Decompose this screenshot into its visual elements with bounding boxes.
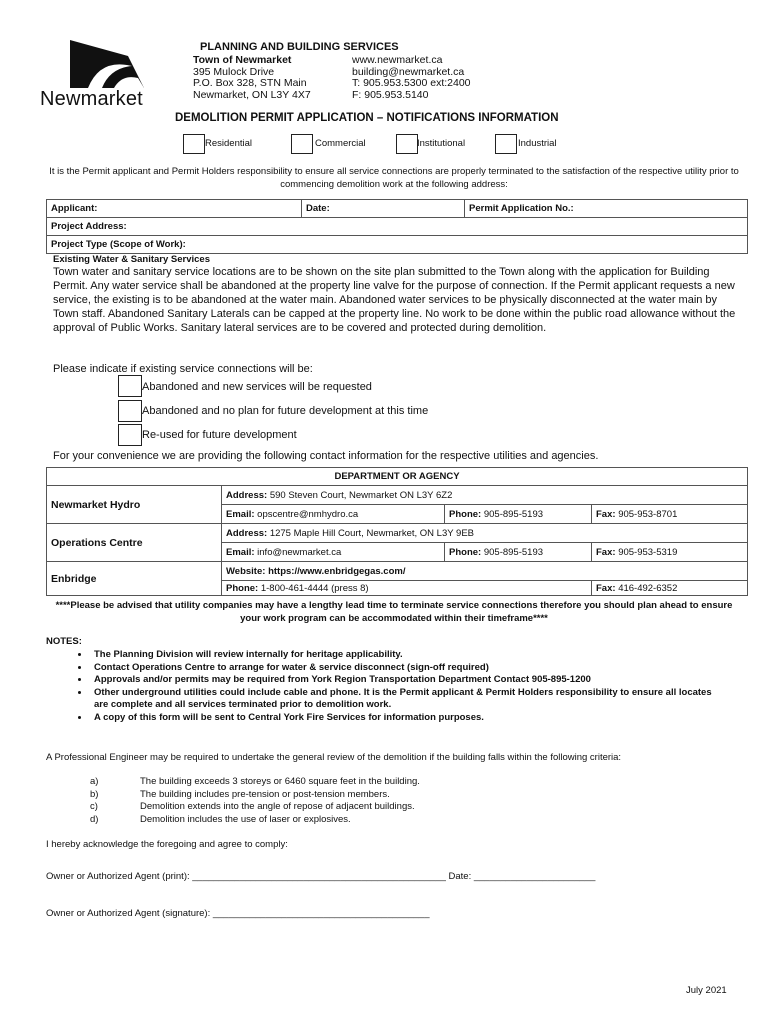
industrial-checkbox[interactable] [495, 134, 517, 154]
form-title: DEMOLITION PERMIT APPLICATION – NOTIFICATIONS INFORMATION [175, 112, 559, 124]
contact-block [352, 55, 471, 101]
newmarket-logo [40, 38, 164, 110]
signature-line[interactable]: Owner or Authorized Agent (signature): _________________________________________ [46, 908, 430, 919]
note-item: • Other underground utilities could include cable and phone. It is the Permit applicant & Permit Holders responsibility to ensure all locates are complete and all services terminated prior to demolition work. [90, 687, 726, 712]
reuse-checkbox[interactable] [118, 424, 142, 446]
enbridge-phone: Phone: 1-800-461-4444 (press 8) [222, 581, 592, 596]
enbridge-website: Website: https://www.enbridgegas.com/ [222, 562, 748, 581]
acknowledge-text: I hereby acknowledge the foregoing and agree to comply: [46, 839, 288, 850]
building-type-row [183, 134, 603, 154]
advisory-text: ****Please be advised that utility companies may have a lengthy lead time to terminate service connections therefore you should plan ahead to ensure your work program can be accommodated within their timeframe**** [55, 600, 733, 624]
abandon-new-label: Abandoned and new services will be requested [142, 381, 372, 393]
water-body: Town water and sanitary service locations are to be shown on the site plan submitted to the Town along with the application for Building Permit. Any water service shall be abandoned at the property line valve for the purpose of connection. If the Permit applicant requests a new service, the existing is to be abandoned at the water main. Abandoned water services to be physically disconnected at the water main by Town staff. Abandoned Sanitary Laterals can be capped at the property line. No work to be done within the public road allowance without the approval of Public Works. Sanitary lateral services are to be covered and protected during demolition. [53, 266, 736, 334]
address-street: 395 Mulock Drive [193, 65, 275, 78]
criteria-item: c) Demolition extends into the angle of repose of adjacent buildings. [90, 801, 415, 812]
footer-date: July 2021 [686, 985, 727, 996]
applicant-table [46, 199, 748, 254]
ops-phone: Phone: 905-895-5193 [445, 543, 592, 562]
contact-fax: F: 905.953.5140 [352, 88, 429, 101]
indicate-prompt: Please indicate if existing service connections will be: [53, 363, 313, 375]
enbridge-fax: Fax: 416-492-6352 [592, 581, 748, 596]
reuse-label: Re-used for future development [142, 429, 297, 441]
ops-name: Operations Centre [47, 524, 222, 562]
engineer-intro: A Professional Engineer may be required to undertake the general review of the demolition if the building falls within the following criteria: [46, 752, 622, 763]
hydro-address: Address: 590 Steven Court, Newmarket ON L3Y 6Z2 [222, 486, 748, 505]
abandon-none-label: Abandoned and no plan for future development at this time [142, 405, 429, 417]
agency-table-header: DEPARTMENT OR AGENCY [47, 468, 748, 486]
notes-label: NOTES: [46, 636, 82, 647]
hydro-name: Newmarket Hydro [47, 486, 222, 524]
criteria-item: d) Demolition includes the use of laser or explosives. [90, 813, 351, 825]
hydro-fax: Fax: 905-953-8701 [592, 505, 748, 524]
logo-mark-icon [40, 38, 164, 88]
intro-text: It is the Permit applicant and Permit Holders responsibility to ensure all service connections are properly terminated to the satisfaction of the respective utility prior to commencing demolition work at the following address: [49, 166, 739, 190]
hydro-email: Email: opscentre@nmhydro.ca [222, 505, 445, 524]
criteria-item: b) The building includes pre-tension or post-tension members. [90, 788, 390, 800]
contact-phone: T: 905.953.5300 ext:2400 [352, 77, 471, 89]
criteria-list [0, 776, 740, 826]
department-title: PLANNING AND BUILDING SERVICES [200, 41, 399, 53]
institutional-label: Institutional [417, 138, 466, 149]
residential-checkbox[interactable] [183, 134, 205, 154]
hydro-phone: Phone: 905-895-5193 [445, 505, 592, 524]
commercial-checkbox[interactable] [291, 134, 313, 154]
commercial-label: Commercial [315, 138, 366, 149]
applicant-field[interactable]: Applicant: [47, 200, 302, 218]
criteria-item: a) The building exceeds 3 storeys or 6460 square feet in the building. [90, 776, 420, 787]
residential-label: Residential [205, 138, 252, 149]
ops-fax: Fax: 905-953-5319 [592, 543, 748, 562]
address-pobox: P.O. Box 328, STN Main [193, 77, 307, 89]
ops-address: Address: 1275 Maple Hill Court, Newmarket, ON L3Y 9EB [222, 524, 748, 543]
address-town: Town of Newmarket [193, 54, 292, 66]
agency-table [46, 467, 748, 596]
permit-number-field[interactable]: Permit Application No.: [465, 200, 748, 218]
industrial-label: Industrial [518, 138, 557, 149]
abandon-none-checkbox[interactable] [118, 400, 142, 422]
contact-email: building@newmarket.ca [352, 65, 465, 78]
ops-email: Email: info@newmarket.ca [222, 543, 445, 562]
convenience-text: For your convenience we are providing the following contact information for the respective utilities and agencies. [53, 450, 599, 462]
project-address-field[interactable]: Project Address: [47, 218, 748, 236]
logo-wordmark: Newmarket [40, 88, 143, 110]
date-field[interactable]: Date: [302, 200, 465, 218]
project-type-field[interactable]: Project Type (Scope of Work): [47, 236, 748, 254]
note-item: • Contact Operations Centre to arrange for water & service disconnect (sign-off required) [90, 662, 726, 675]
address-block [193, 55, 311, 101]
enbridge-name: Enbridge [47, 562, 222, 596]
note-item: • The Planning Division will review internally for heritage applicability. [90, 649, 726, 662]
contact-website: www.newmarket.ca [352, 54, 443, 66]
note-item: • Approvals and/or permits may be required from York Region Transportation Department Contact 905-895-1200 [90, 674, 726, 687]
abandon-new-checkbox[interactable] [118, 375, 142, 397]
note-item: • A copy of this form will be sent to Central York Fire Services for information purposes. [90, 712, 726, 725]
indicate-options [118, 375, 618, 447]
notes-list [46, 649, 726, 724]
print-name-line[interactable]: Owner or Authorized Agent (print): ________________________________________________ Date: _______________________ [46, 871, 596, 882]
water-heading: Existing Water & Sanitary Services [53, 254, 210, 265]
institutional-checkbox[interactable] [396, 134, 418, 154]
address-city: Newmarket, ON L3Y 4X7 [193, 88, 311, 101]
